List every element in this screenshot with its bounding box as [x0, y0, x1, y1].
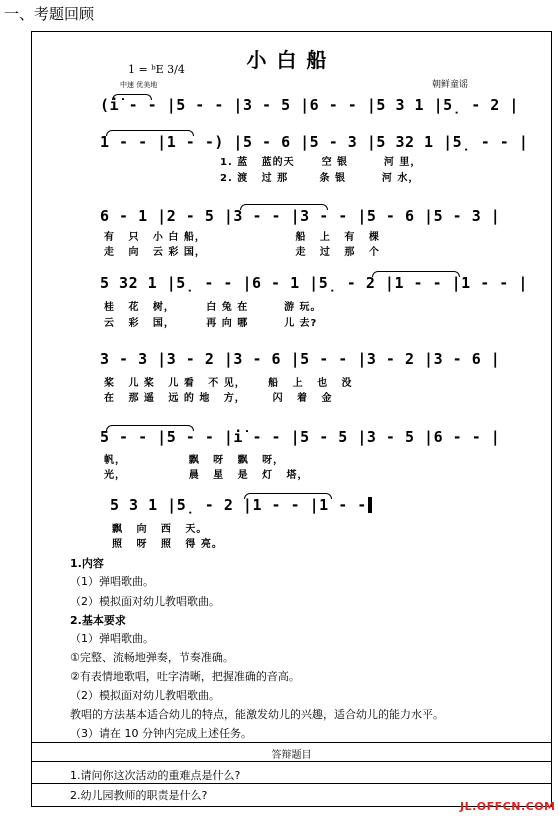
task-item: （3）请在 10 分钟内完成上述任务。 [70, 727, 252, 740]
task-item: ②有表情地歌唱，吐字清晰，把握准确的音高。 [70, 670, 300, 683]
question-item: 2.幼儿园教师的职责是什么? [70, 789, 208, 802]
tie-mark [372, 271, 460, 277]
tie-mark [106, 425, 194, 431]
task-item: 教唱的方法基本适合幼儿的特点，能激发幼儿的兴趣，适合幼儿的能力水平。 [70, 708, 444, 721]
score-line-4: 5 32 1 |5̣ - - |6 - 1 |5̣ - 2 |1 - - |1 - - | [100, 274, 528, 292]
section-heading: 一、考题回顾 [4, 5, 95, 23]
lyric-line-6: 云 彩 国， 再 向 哪 儿 去? [104, 318, 318, 329]
tie-mark [240, 204, 328, 210]
lyric-line-12: 照 呀 照 得 亮。 [112, 539, 223, 550]
score-line-6: 5 - - |5 - - |i̇ - - |5 - 5 |3 - 5 |6 - - | [100, 428, 501, 446]
lyric-line-1: 1. 蓝 蓝的天 空 银 河 里， [220, 157, 422, 168]
tempo-marking: 中速 优美地 [120, 81, 158, 89]
lyric-line-7: 桨 儿 桨 儿 看 不 见， 船 上 也 没 [104, 378, 353, 389]
question-item: 1.请问你这次活动的重难点是什么? [70, 769, 241, 782]
score-line-3: 6 - 1 |2 - 5 |3 - - |3 - - |5 - 6 |5 - 3 | [100, 207, 501, 225]
task-item: （1）弹唱歌曲。 [70, 575, 154, 588]
task-item: （2）模拟面对幼儿教唱歌曲。 [70, 689, 220, 702]
lyric-line-4: 走 向 云 彩 国， 走 过 那 个 [104, 247, 380, 258]
task-content-heading: 1.内容 [70, 557, 104, 570]
composer-credit: 朝鲜童谣 [432, 80, 469, 90]
lyric-line-2: 2. 渡 过 那 条 银 河 水， [220, 173, 420, 184]
lyric-line-9: 帆， 飘 呀 飘 呀， [104, 455, 285, 466]
score-line-2: 1 - - |1 - -) |5 - 6 |5 - 3 |5 32 1 |5̣ - - | [100, 133, 529, 151]
final-barline [368, 497, 372, 513]
lyric-line-11: 飘 向 西 天。 [112, 524, 208, 535]
divider [32, 761, 551, 762]
score-line-7: 5 3 1 |5̣ - 2 |1 - - |1 - - [110, 496, 367, 514]
score-line-1: (i̇ - - |5 - - |3 - 5 |6 - - |5 3 1 |5̣ - 2 | [100, 96, 519, 114]
score-line-5: 3 - 3 |3 - 2 |3 - 6 |5 - - |3 - 2 |3 - 6 | [100, 350, 501, 368]
task-item: ①完整、流畅地弹奏，节奏准确。 [70, 651, 234, 664]
key-signature: 1 = ᵇE 3/4 [128, 63, 185, 76]
lyric-line-10: 光， 晨 星 是 灯 塔， [104, 470, 309, 481]
tie-mark [244, 493, 332, 499]
questions-header: 答辩题目 [271, 750, 312, 761]
lyric-line-3: 有 只 小 白 船， 船 上 有 棵 [104, 232, 380, 243]
song-title: 小白船 [246, 48, 337, 72]
divider [32, 783, 551, 784]
tie-mark [106, 130, 194, 136]
divider [32, 742, 551, 743]
task-item: （2）模拟面对幼儿教唱歌曲。 [70, 595, 220, 608]
lyric-line-5: 桂 花 树， 白 兔 在 游 玩。 [104, 302, 322, 313]
task-requirements-heading: 2.基本要求 [70, 614, 126, 627]
lyric-line-8: 在 那 遥 远 的 地 方， 闪 着 金 [104, 393, 333, 404]
tie-mark [112, 94, 152, 100]
task-item: （1）弹唱歌曲。 [70, 632, 154, 645]
site-watermark: JL.OFFCN.COM [460, 800, 556, 813]
exam-question-frame [31, 31, 552, 807]
